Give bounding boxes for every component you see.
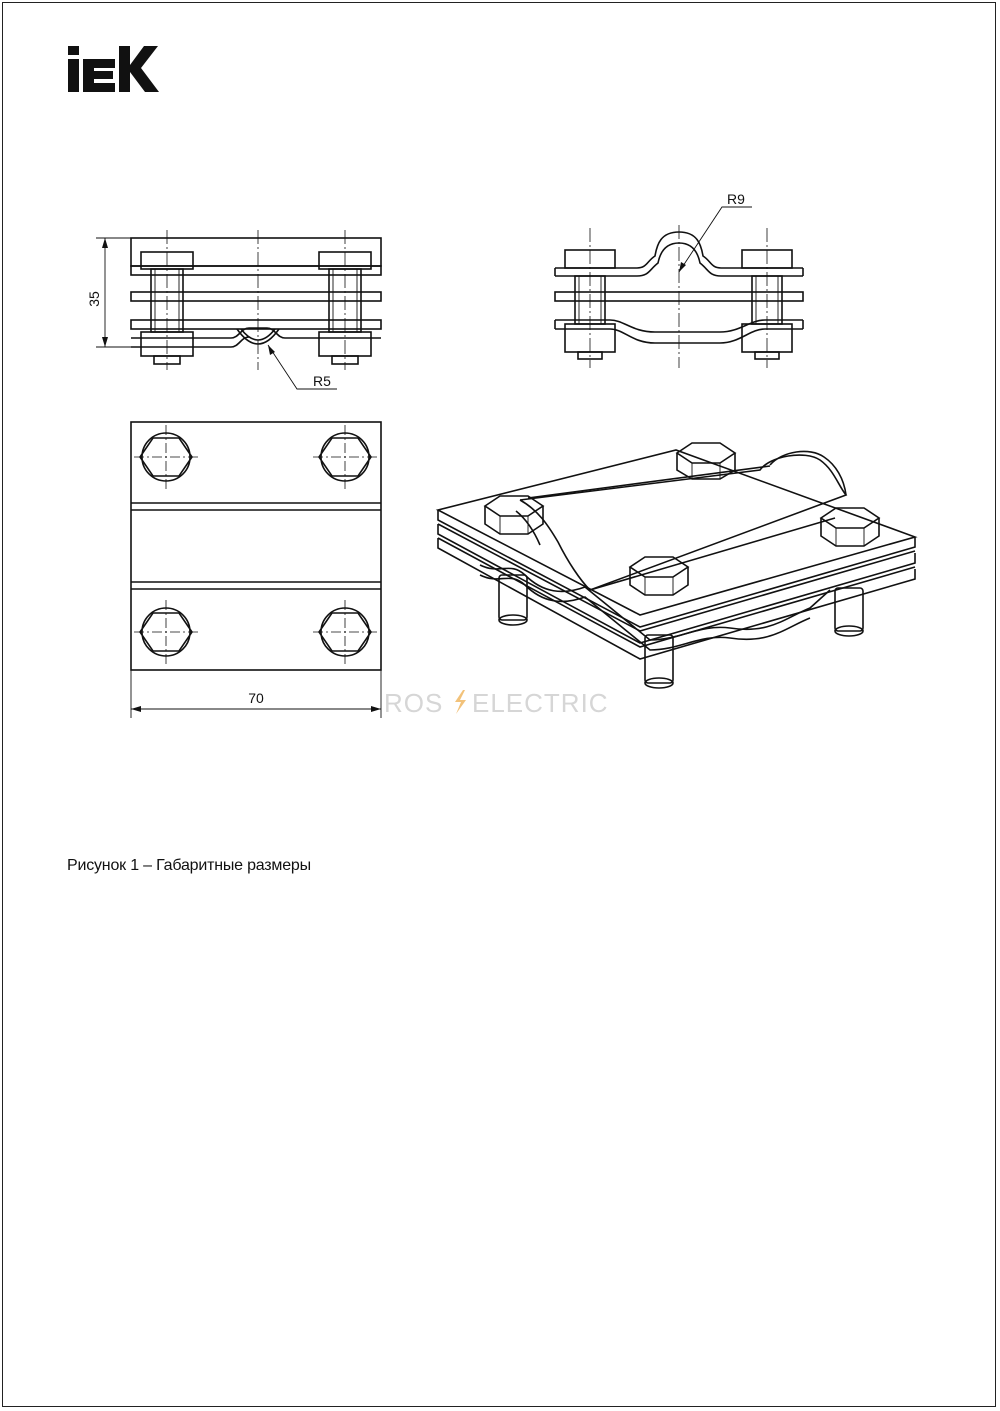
dimension-height: 35 xyxy=(86,291,102,307)
dimension-width: 70 xyxy=(248,690,264,706)
radius-small-label: R5 xyxy=(313,373,331,389)
lightning-icon xyxy=(455,690,466,714)
figure-caption: Рисунок 1 – Габаритные размеры xyxy=(67,857,311,874)
radius-large-label: R9 xyxy=(727,191,745,207)
watermark-right: ELECTRIC xyxy=(472,688,609,718)
hex-nut xyxy=(485,496,543,534)
isometric-view xyxy=(438,443,915,688)
top-view xyxy=(131,422,381,718)
side-view xyxy=(555,207,803,368)
front-view xyxy=(96,230,381,389)
watermark-left: ROS xyxy=(384,688,444,718)
